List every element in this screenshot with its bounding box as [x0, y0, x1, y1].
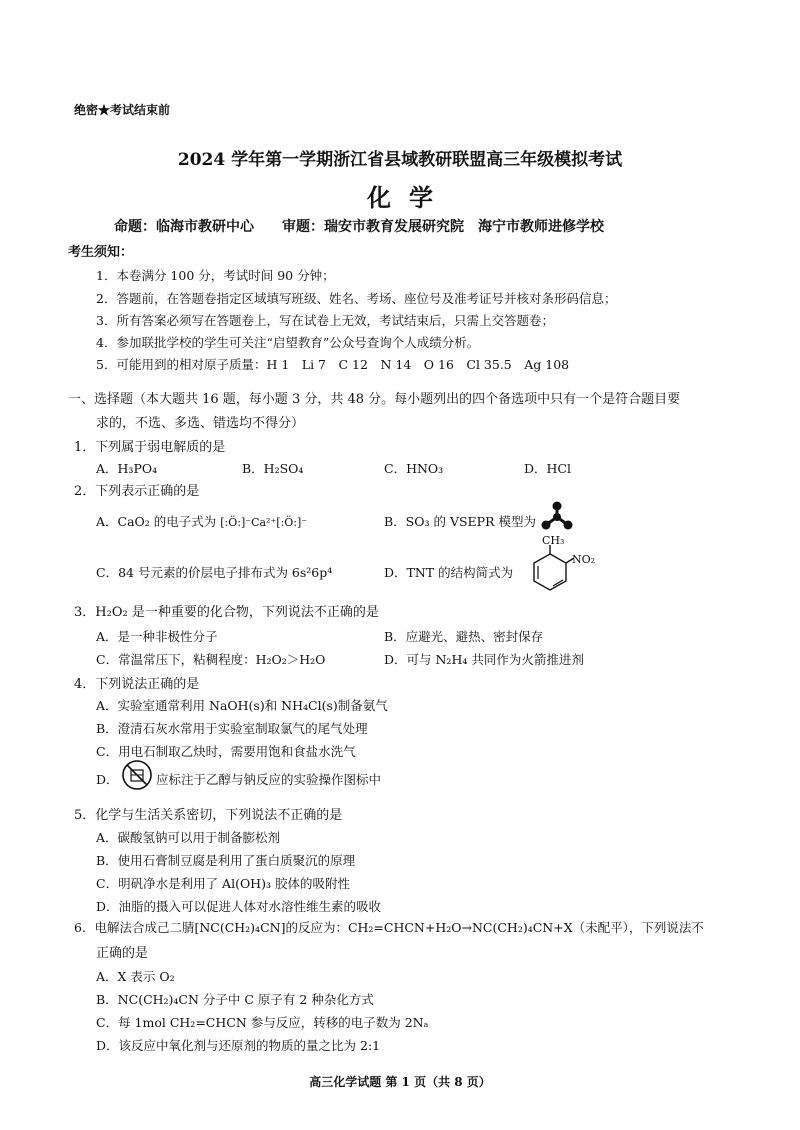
q2-option-a-text: A．CaO₂ 的电子式为	[96, 514, 217, 529]
note-item: 4．参加联批学校的学生可关注“启望教育”公众号查询个人成绩分析。	[96, 335, 480, 350]
q1-option-b: B．H₂SO₄	[242, 461, 304, 476]
question-4-stem: 4．下列说法正确的是	[74, 677, 200, 692]
q4-option-d: 应标注于乙醇与钠反应的实验操作图标中	[156, 772, 382, 787]
question-6-stem-cont: 正确的是	[96, 946, 149, 961]
q6-option-c: C．每 1mol CH₂=CHCN 参与反应，转移的电子数为 2Nₐ	[96, 1015, 429, 1030]
section-heading-cont: 求的，不选、多选、错选均不得分）	[96, 416, 305, 431]
q1-option-c: C．HNO₃	[384, 461, 444, 476]
q6-option-d: D．该反应中氧化剂与还原剂的物质的量之比为 2:1	[96, 1038, 381, 1053]
q6-option-a: A．X 表示 O₂	[96, 969, 175, 984]
q5-option-d: D．油脂的摄入可以促进人体对水溶性维生素的吸收	[96, 899, 382, 914]
question-3-stem: 3．H₂O₂ 是一种重要的化合物，下列说法不正确的是	[74, 605, 379, 620]
safety-pictogram-icon	[120, 758, 154, 792]
question-1-stem: 1．下列属于弱电解质的是	[74, 440, 226, 455]
question-5-stem: 5．化学与生活关系密切，下列说法不正确的是	[74, 808, 343, 823]
subject-title: 化学	[367, 183, 451, 212]
q4-option-c: C．用电石制取乙炔时，需要用饱和食盐水洗气	[96, 744, 356, 759]
tnt-ch3-label: CH₃	[542, 534, 565, 547]
confidential-mark: 绝密★考试结束前	[74, 103, 171, 117]
question-6-stem: 6．电解法合成己二腈[NC(CH₂)₄CN]的反应为：CH₂=CHCN+H₂O→NC(CH₂)₄CN+X（未配平），下列说法不	[74, 920, 704, 935]
vsepr-model-icon	[542, 503, 572, 531]
q5-option-b: B．使用石膏制豆腐是利用了蛋白质聚沉的原理	[96, 853, 356, 868]
page-footer: 高三化学试题 第 1 页（共 8 页）	[309, 1075, 491, 1089]
q3-option-a: A．是一种非极性分子	[96, 629, 218, 644]
q1-option-d: D．HCl	[524, 461, 571, 476]
note-item: 5．可能用到的相对原子质量：H 1 Li 7 C 12 N 14 O 16 Cl 35.5 Ag 108	[96, 357, 570, 372]
q5-option-a: A．碳酸氢钠可以用于制备膨松剂	[96, 830, 281, 845]
authors-line: 命题：临海市教研中心 审题：瑞安市教育发展研究院 海宁市教师进修学校	[114, 219, 604, 235]
q3-option-c: C．常温常压下，粘稠程度：H₂O₂＞H₂O	[96, 652, 326, 667]
notes-title: 考生须知：	[68, 245, 134, 260]
note-item: 3．所有答案必须写在答题卷上，写在试卷上无效，考试结束后，只需上交答题卷；	[96, 313, 554, 328]
note-item: 2．答题前，在答题卷指定区域填写班级、姓名、考场、座位号及准考证号并核对条形码信息；	[96, 291, 617, 306]
q5-option-c: C．明矾净水是利用了 Al(OH)₃ 胶体的吸附性	[96, 876, 350, 891]
q4-option-a: A．实验室通常利用 NaOH(s)和 NH₄Cl(s)制备氨气	[96, 698, 388, 713]
tnt-structure-icon	[524, 536, 604, 596]
q2-option-b: B．SO₃ 的 VSEPR 模型为	[384, 514, 536, 529]
q1-option-a: A．H₃PO₄	[96, 461, 158, 476]
section-heading: 一、选择题（本大题共 16 题，每小题 3 分，共 48 分。每小题列出的四个备选项中只有一个是符合题目要	[68, 392, 681, 407]
q2-option-c: C．84 号元素的价层电子排布式为 6s²6p⁴	[96, 565, 333, 580]
q3-option-b: B．应避光、避热、密封保存	[384, 629, 544, 644]
question-2-stem: 2．下列表示正确的是	[74, 484, 200, 499]
q2-option-d: D．TNT 的结构简式为	[384, 565, 514, 580]
note-item: 1．本卷满分 100 分，考试时间 90 分钟；	[96, 268, 335, 283]
q2-option-a	[96, 512, 307, 530]
electron-formula: [:Ö:]⁻Ca²⁺[:Ö:]⁻	[220, 516, 308, 529]
exam-title: 2024 学年第一学期浙江省县域教研联盟高三年级模拟考试	[177, 150, 623, 170]
q6-option-b: B．NC(CH₂)₄CN 分子中 C 原子有 2 种杂化方式	[96, 992, 374, 1007]
q3-option-d: D．可与 N₂H₄ 共同作为火箭推进剂	[384, 652, 584, 667]
tnt-no2-label: NO₂	[572, 553, 596, 566]
q4-option-d-prefix: D．	[96, 772, 119, 787]
q4-option-b: B．澄清石灰水常用于实验室制取氯气的尾气处理	[96, 721, 368, 736]
